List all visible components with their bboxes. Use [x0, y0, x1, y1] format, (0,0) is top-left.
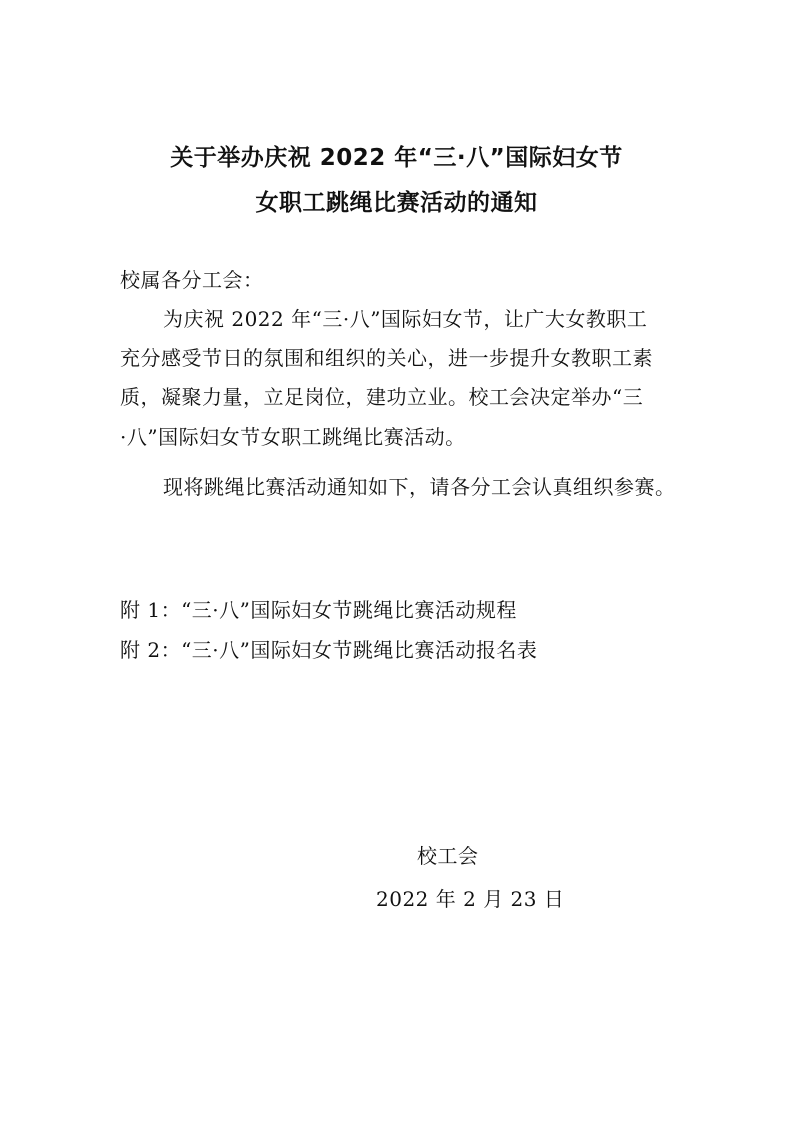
body-paragraph-line-5: 现将跳绳比赛活动通知如下，请各分工会认真组织参赛。 — [163, 475, 676, 499]
document-title-line-1: 关于举办庆祝 2022 年“三·八”国际妇女节 — [170, 145, 623, 171]
signature-organization: 校工会 — [417, 844, 479, 868]
salutation: 校属各分工会： — [120, 268, 264, 292]
body-paragraph-line-1: 为庆祝 2022 年“三·八”国际妇女节，让广大女教职工 — [163, 307, 648, 331]
body-paragraph-line-4: ·八”国际妇女节女职工跳绳比赛活动。 — [120, 425, 466, 449]
document-title-line-2: 女职工跳绳比赛活动的通知 — [255, 190, 538, 216]
attachment-2: 附 2：“三·八”国际妇女节跳绳比赛活动报名表 — [120, 638, 538, 662]
body-paragraph-line-3: 质，凝聚力量，立足岗位，建功立业。校工会决定举办“三 — [120, 385, 644, 409]
body-paragraph-line-2: 充分感受节日的氛围和组织的关心，进一步提升女教职工素 — [120, 346, 653, 370]
attachment-1: 附 1：“三·八”国际妇女节跳绳比赛活动规程 — [120, 598, 517, 622]
signature-date: 2022 年 2 月 23 日 — [376, 887, 565, 911]
